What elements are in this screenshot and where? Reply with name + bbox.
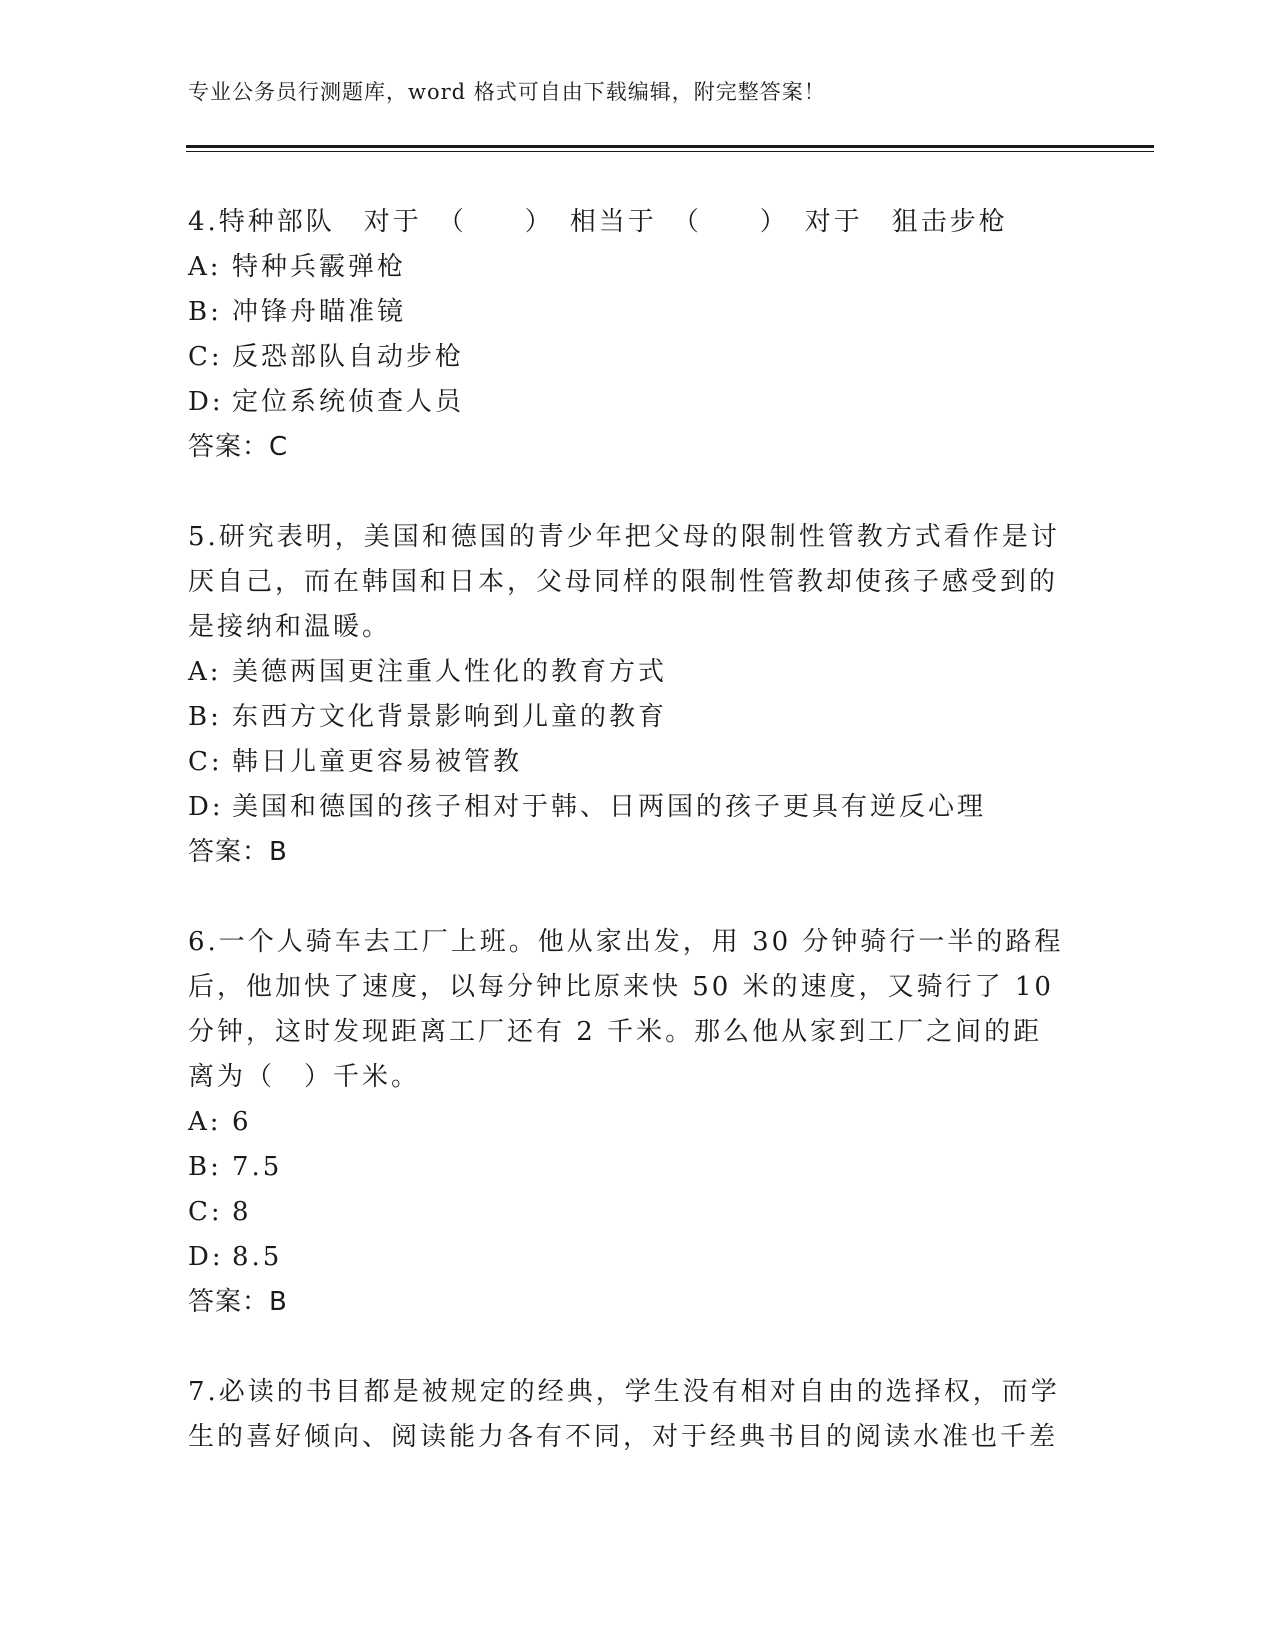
option-b <box>188 290 1068 335</box>
option-letter: B: <box>188 702 222 732</box>
option-letter: A: <box>188 657 222 687</box>
option-text: 8 <box>232 1197 252 1227</box>
option-c <box>188 1190 1068 1235</box>
question-5 <box>188 515 1068 875</box>
option-text: 8.5 <box>232 1242 283 1272</box>
question-7 <box>188 1370 1068 1460</box>
option-text: 定位系统侦查人员 <box>232 387 465 417</box>
option-text: 美德两国更注重人性化的教育方式 <box>232 657 668 687</box>
option-text: 美国和德国的孩子相对于韩、日两国的孩子更具有逆反心理 <box>232 792 987 822</box>
option-text: 东西方文化背景影响到儿童的教育 <box>232 702 668 732</box>
option-a <box>188 245 1068 290</box>
option-a <box>188 1100 1068 1145</box>
option-text: 冲锋舟瞄准镜 <box>232 297 407 327</box>
question-stem: 5.研究表明，美国和德国的青少年把父母的限制性管教方式看作是讨厌自己，而在韩国和日本，父母同样的限制性管教却使孩子感受到的是接纳和温暖。 <box>188 522 1060 642</box>
header-divider <box>186 145 1154 152</box>
option-text: 6 <box>232 1107 252 1137</box>
option-text: 7.5 <box>232 1152 283 1182</box>
option-d <box>188 1235 1068 1280</box>
question-4 <box>188 200 1068 470</box>
option-text: 反恐部队自动步枪 <box>232 342 465 372</box>
question-6 <box>188 920 1068 1325</box>
option-letter: B: <box>188 1152 222 1182</box>
option-b <box>188 695 1068 740</box>
option-a <box>188 650 1068 695</box>
option-d <box>188 380 1068 425</box>
answer-line: 答案：C <box>188 432 289 462</box>
question-list <box>188 200 1068 1505</box>
question-stem: 7.必读的书目都是被规定的经典，学生没有相对自由的选择权，而学生的喜好倾向、阅读能力各有不同，对于经典书目的阅读水准也千差 <box>188 1377 1060 1452</box>
option-letter: A: <box>188 1107 222 1137</box>
option-letter: D: <box>188 1242 224 1272</box>
option-d <box>188 785 1068 830</box>
option-c <box>188 335 1068 380</box>
option-text: 韩日儿童更容易被管教 <box>232 747 523 777</box>
option-c <box>188 740 1068 785</box>
option-letter: D: <box>188 792 224 822</box>
answer-line: 答案：B <box>188 837 288 867</box>
option-letter: C: <box>188 747 223 777</box>
option-text: 特种兵霰弹枪 <box>232 252 407 282</box>
question-stem: 4.特种部队 对于 （ ） 相当于 （ ） 对于 狙击步枪 <box>188 207 1008 237</box>
option-b <box>188 1145 1068 1190</box>
page-header: 专业公务员行测题库，word 格式可自由下载编辑，附完整答案！ <box>188 80 826 104</box>
option-letter: A: <box>188 252 222 282</box>
question-stem: 6.一个人骑车去工厂上班。他从家出发，用 30 分钟骑行一半的路程后，他加快了速度，以每分钟比原来快 50 米的速度，又骑行了 10 分钟，这时发现距离工厂还有 2 千米。那么他从家到工厂之间的距离为（ ）千米。 <box>188 927 1064 1092</box>
option-letter: D: <box>188 387 224 417</box>
answer-line: 答案：B <box>188 1287 288 1317</box>
option-letter: C: <box>188 1197 223 1227</box>
option-letter: B: <box>188 297 222 327</box>
option-letter: C: <box>188 342 223 372</box>
